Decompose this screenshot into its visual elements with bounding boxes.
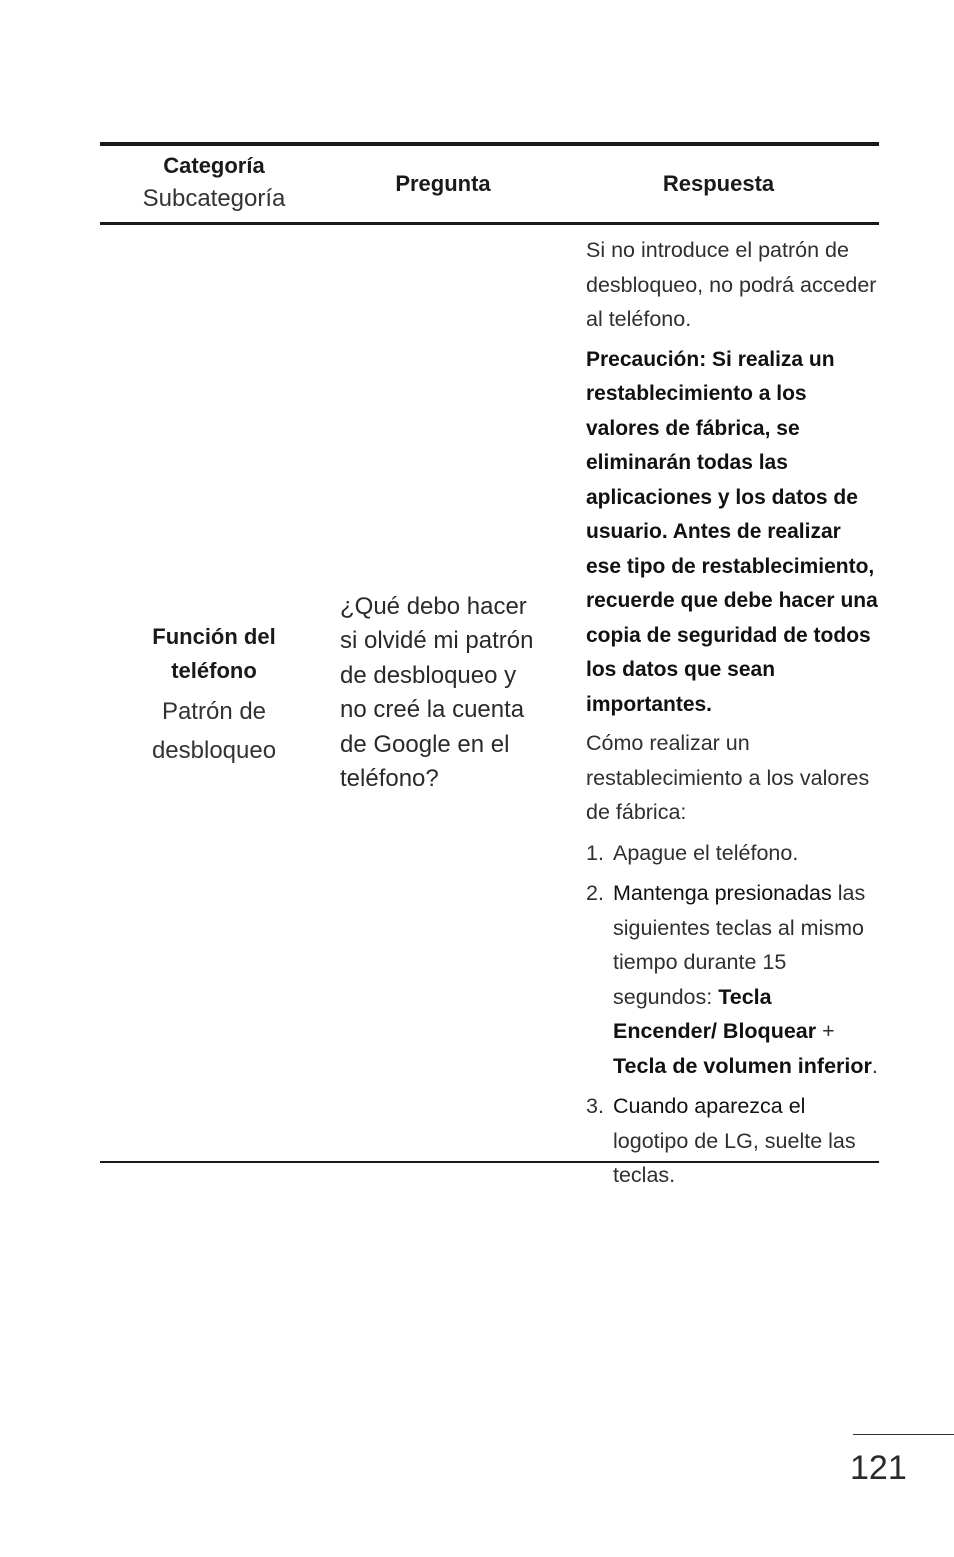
header-category: Categoría xyxy=(163,153,265,178)
step-number: 3. xyxy=(586,1094,604,1118)
step-1 xyxy=(586,836,879,871)
step-2 xyxy=(586,876,879,1083)
step-lead: Mantenga presionadas xyxy=(613,881,832,905)
step-text: las siguientes teclas al mismo tiempo durante 15 segundos: xyxy=(613,881,866,1009)
page-number: 121 xyxy=(850,1449,907,1487)
step-end: . xyxy=(871,1053,878,1078)
category-cell xyxy=(100,225,328,1161)
table-header-row xyxy=(100,142,879,225)
answer-steps xyxy=(586,836,879,1193)
page-number-rule xyxy=(853,1434,954,1435)
row-subcategory: Patrón de desbloqueo xyxy=(151,698,277,764)
step-text: logotipo de LG, suelte las teclas. xyxy=(613,1128,856,1187)
key-power-lock: Tecla Encender/ Bloquear xyxy=(613,984,817,1043)
row-question: ¿Qué debo hacer si olvidé mi patrón de desbloqueo y no creé la cuenta de Google en el teléfono? xyxy=(340,592,534,792)
step-text: Apague el teléfono. xyxy=(613,840,799,865)
answer-intro: Si no introduce el patrón de desbloqueo, no podrá acceder al teléfono. xyxy=(586,238,877,331)
header-answer: Respuesta xyxy=(662,171,775,196)
faq-table xyxy=(100,142,879,1187)
step-lead: Cuando aparezca el xyxy=(613,1094,806,1118)
header-subcategory: Subcategoría xyxy=(142,185,286,212)
answer-howto: Cómo realizar un restablecimiento a los valores de fábrica: xyxy=(586,731,870,824)
key-volume-down: Tecla de volumen inferior xyxy=(613,1053,872,1078)
answer-warning: Precaución: Si realiza un restablecimiento a los valores de fábrica, se eliminarán todas las aplicaciones y los datos de usuario. Antes de realizar ese tipo de restablecimiento, recuerde que debe hacer una copia de seguridad de todos los datos que sean importantes. xyxy=(586,347,878,716)
step-number: 1. xyxy=(586,840,604,865)
answer-cell xyxy=(558,225,879,1187)
header-question: Pregunta xyxy=(395,171,491,196)
table-row xyxy=(100,225,879,1187)
row-category: Función del teléfono xyxy=(152,624,276,683)
plus-sign: + xyxy=(822,1019,835,1043)
step-number: 2. xyxy=(586,881,604,905)
header-category-cell xyxy=(100,151,328,217)
question-cell xyxy=(328,225,558,1161)
step-3 xyxy=(586,1089,879,1193)
